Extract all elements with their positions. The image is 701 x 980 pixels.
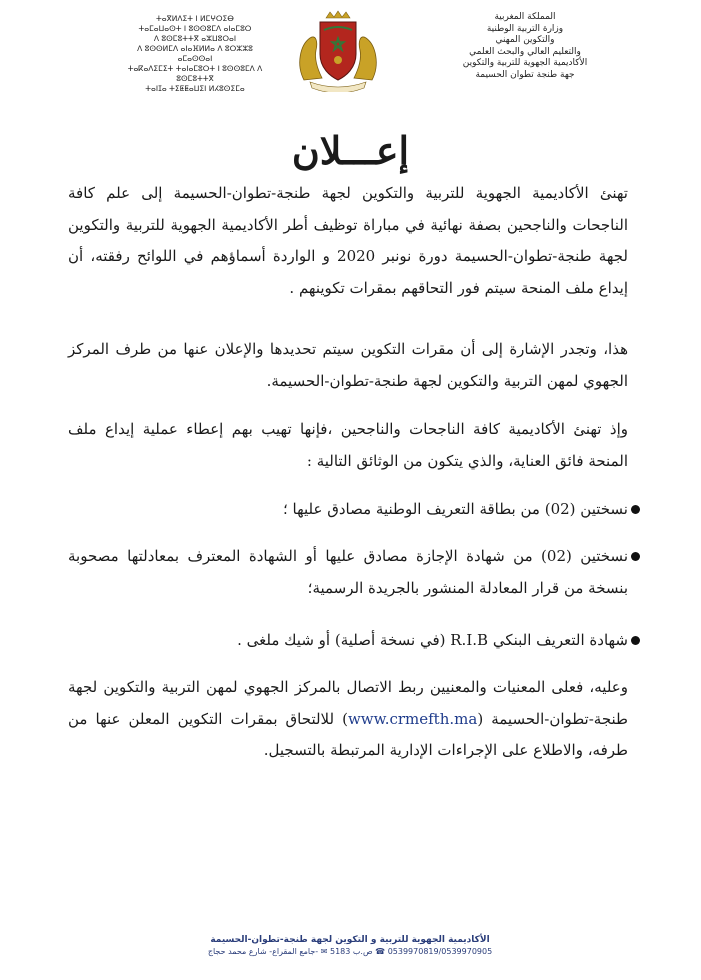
- arabic-header-line: والتكوين المهني: [495, 35, 555, 45]
- document-list-item: [68, 625, 628, 657]
- arabic-header-line: جهة طنجة تطوان الحسيمة: [475, 69, 575, 80]
- arabic-header-line: والتعليم العالي والبحث العلمي: [469, 46, 581, 57]
- bullet-dot-icon: [631, 636, 640, 645]
- arabic-header-line: المملكة المغربية: [494, 12, 556, 22]
- paragraph-note: هذا، وتجدر الإشارة إلى أن مقرات التكوين سيتم تحديدها والإعلان عنها من طرف المركز الجهوي لمهن التربية والتكوين لجهة طنجة-تطوان-الحسيمة.: [68, 340, 628, 390]
- document-list-item: [68, 541, 628, 604]
- document-list-item: [68, 494, 628, 526]
- letterhead: [120, 10, 620, 92]
- page-footer: [150, 934, 550, 958]
- closing-text-start: وعليه، فعلى المعنيات والمعنيين ربط الاتصال بالمركز الجهوي لمهن التربية والتكوين لجهة طنجة-تطوان-الحسيمة (: [68, 678, 628, 728]
- tifinagh-line: ⴷ ⵓⵙⵎⵓⵜⵜⴳ ⴰⵣⵡⵓⵔⴰⵏ: [153, 34, 237, 43]
- paragraph-closing: [68, 672, 628, 767]
- tifinagh-line: ⴷ ⵓⵙⵙⵍⵎⴷ ⴰⵏⴰⴼⵍⵍⴰ ⴷ ⵓⵔⵣⵣⵓ ⴰⵎⴰⵙⵙⴰⵏ: [137, 44, 253, 63]
- tifinagh-line: ⵜⴰⵏⵊⴰ ⵜⵉⵟⵟⴰⵡⵉⵏ ⵍⵃⵓⵙⵉⵎⴰ: [145, 84, 245, 93]
- paragraph-documents-intro: وإذ تهنئ الأكاديمية كافة الناجحات والناجحين ،فإنها تهيب بهم إعطاء عملية إيداع ملف المنحة فائق العناية، والذي يتكون من الوثائق التالية :: [68, 420, 628, 470]
- document-list-item-text: نسختين (02) من بطاقة التعريف الوطنية مصادق عليها ؛: [282, 500, 628, 518]
- letterhead-arabic: [430, 12, 620, 81]
- tifinagh-line: ⵜⴰⴳⵍⴷⵉⵜ ⵏ ⵍⵎⵖⵔⵉⴱ: [156, 14, 234, 23]
- arabic-header-line: وزارة التربية الوطنية: [486, 23, 564, 34]
- announcement-title: إعـــلان: [291, 128, 410, 173]
- document-list-item-text: نسختين (02) من شهادة الإجازة مصادق عليها أو الشهادة المعترف بمعادلتها مصحوبة بنسخة من قرار المعادلة المنشور بالجريدة الرسمية؛: [68, 547, 628, 597]
- tifinagh-line: ⵜⴰⵎⴰⵡⴰⵙⵜ ⵏ ⵓⵙⵙⵓⵎⴷ ⴰⵏⴰⵎⵓⵔ: [138, 24, 252, 33]
- tifinagh-line: ⵜⴰⴽⴰⴷⵉⵎⵉⵜ ⵜⴰⵏⴰⵎⵓⵔⵜ ⵏ ⵓⵙⵙⵓⵎⴷ ⴷ ⵓⵙⵎⵓⵜⵜⴳ: [127, 64, 263, 83]
- bullet-dot-icon: [631, 552, 640, 561]
- document-list-item-text: شهادة التعريف البنكي R.I.B (في نسخة أصلية) أو شيك ملغى .: [237, 631, 628, 649]
- paragraph-intro: تهنئ الأكاديمية الجهوية للتربية والتكوين لجهة طنجة-تطوان-الحسيمة إلى علم كافة الناجحات والناجحين بصفة نهائية في مباراة توظيف أطر الأكاديمية الجهوية للتربية والتكوين لجهة طنجة-تطوان-الحسيمة دورة نونبر 2020 و الواردة أسماؤهم في اللوائح رفقته، أن إيداع ملف المنحة سيتم فور التحاقهم بمقرات تكوينهم .: [68, 184, 628, 297]
- footer-contact: 0539970819/0539970905 ☎ ص.ب 5183 ✉ -جامع المقراع- شارع محمد حجاج: [207, 947, 493, 956]
- arabic-header-line: الأكاديمية الجهوية للتربية والتكوين: [462, 58, 588, 68]
- footer-institution: الأكاديمية الجهوية للتربية و التكوين لجهة طنجة-تطوان-الحسيمة: [210, 935, 490, 945]
- bullet-dot-icon: [631, 505, 640, 514]
- moroccan-coat-of-arms-emblem: [288, 10, 388, 92]
- closing-text-end: ) للالتحاق بمقرات التكوين المعلن عنها من طرفه، والاطلاع على الإجراءات الإدارية المرتبطة بالتسجيل.: [68, 709, 628, 759]
- website-link[interactable]: www.crmefth.ma: [347, 709, 478, 728]
- letterhead-tifinagh: [120, 14, 270, 94]
